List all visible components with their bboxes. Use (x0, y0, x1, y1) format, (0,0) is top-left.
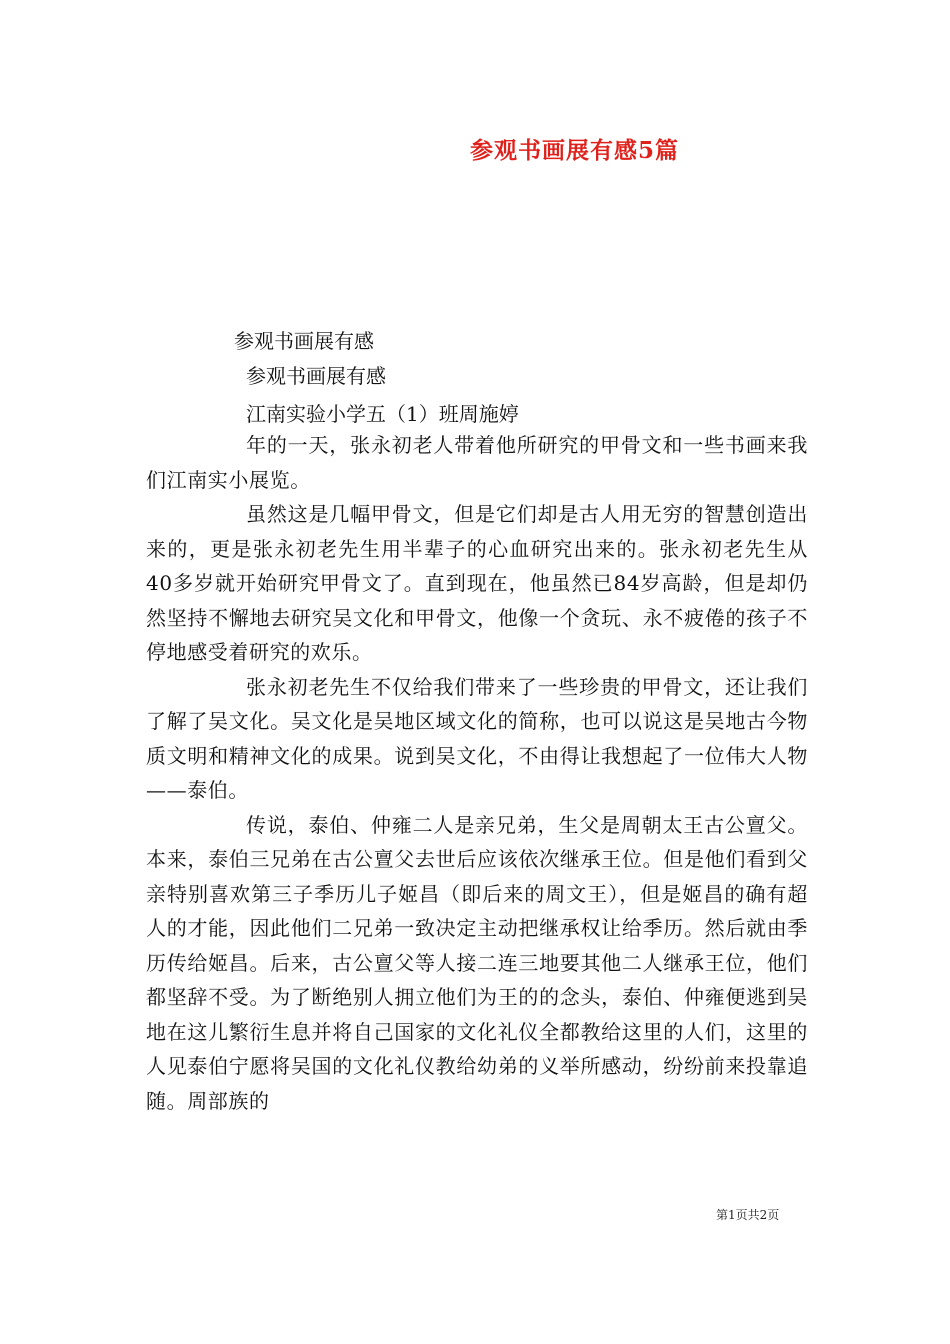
subtitle-1: 参观书画展有感 (234, 329, 374, 353)
body-text (146, 428, 808, 1118)
paragraph-1: 年的一天，张永初老人带着他所研究的甲骨文和一些书画来我们江南实小展览。 (146, 433, 808, 492)
document-title: 参观书画展有感5篇 (470, 137, 680, 164)
page-footer: 第1页共2页 (716, 1208, 780, 1222)
subtitle-2: 参观书画展有感 (246, 364, 386, 388)
paragraph-4: 传说，泰伯、仲雍二人是亲兄弟，生父是周朝太王古公亶父。本来，泰伯三兄弟在古公亶父去世后应该依次继承王位。但是他们看到父亲特别喜欢第三子季历儿子姬昌（即后来的周文王），但是姬昌的确有超人的才能，因此他们二兄弟一致决定主动把继承权让给季历。然后就由季历传给姬昌。后来，古公亶父等人接二连三地要其他二人继承王位，他们都坚辞不受。为了断绝别人拥立他们为王的的念头，泰伯、仲雍便逃到吴地在这儿繁衍生息并将自己国家的文化礼仪全都教给这里的人们，这里的人见泰伯宁愿将吴国的文化礼仪教给幼弟的义举所感动，纷纷前来投靠追随。周部族的 (146, 812, 808, 1113)
author-line: 江南实验小学五（1）班周施婷 (246, 402, 519, 426)
paragraph-3: 张永初老先生不仅给我们带来了一些珍贵的甲骨文，还让我们了解了吴文化。吴文化是吴地区域文化的简称，也可以说这是吴地古今物质文明和精神文化的成果。说到吴文化，不由得让我想起了一位伟大人物——泰伯。 (146, 674, 808, 802)
paragraph-2: 虽然这是几幅甲骨文，但是它们却是古人用无穷的智慧创造出来的，更是张永初老先生用半辈子的心血研究出来的。张永初老先生从40多岁就开始研究甲骨文了。直到现在，他虽然已84岁高龄，但是却仍然坚持不懈地去研究吴文化和甲骨文，他像一个贪玩、永不疲倦的孩子不停地感受着研究的欢乐。 (146, 502, 808, 664)
